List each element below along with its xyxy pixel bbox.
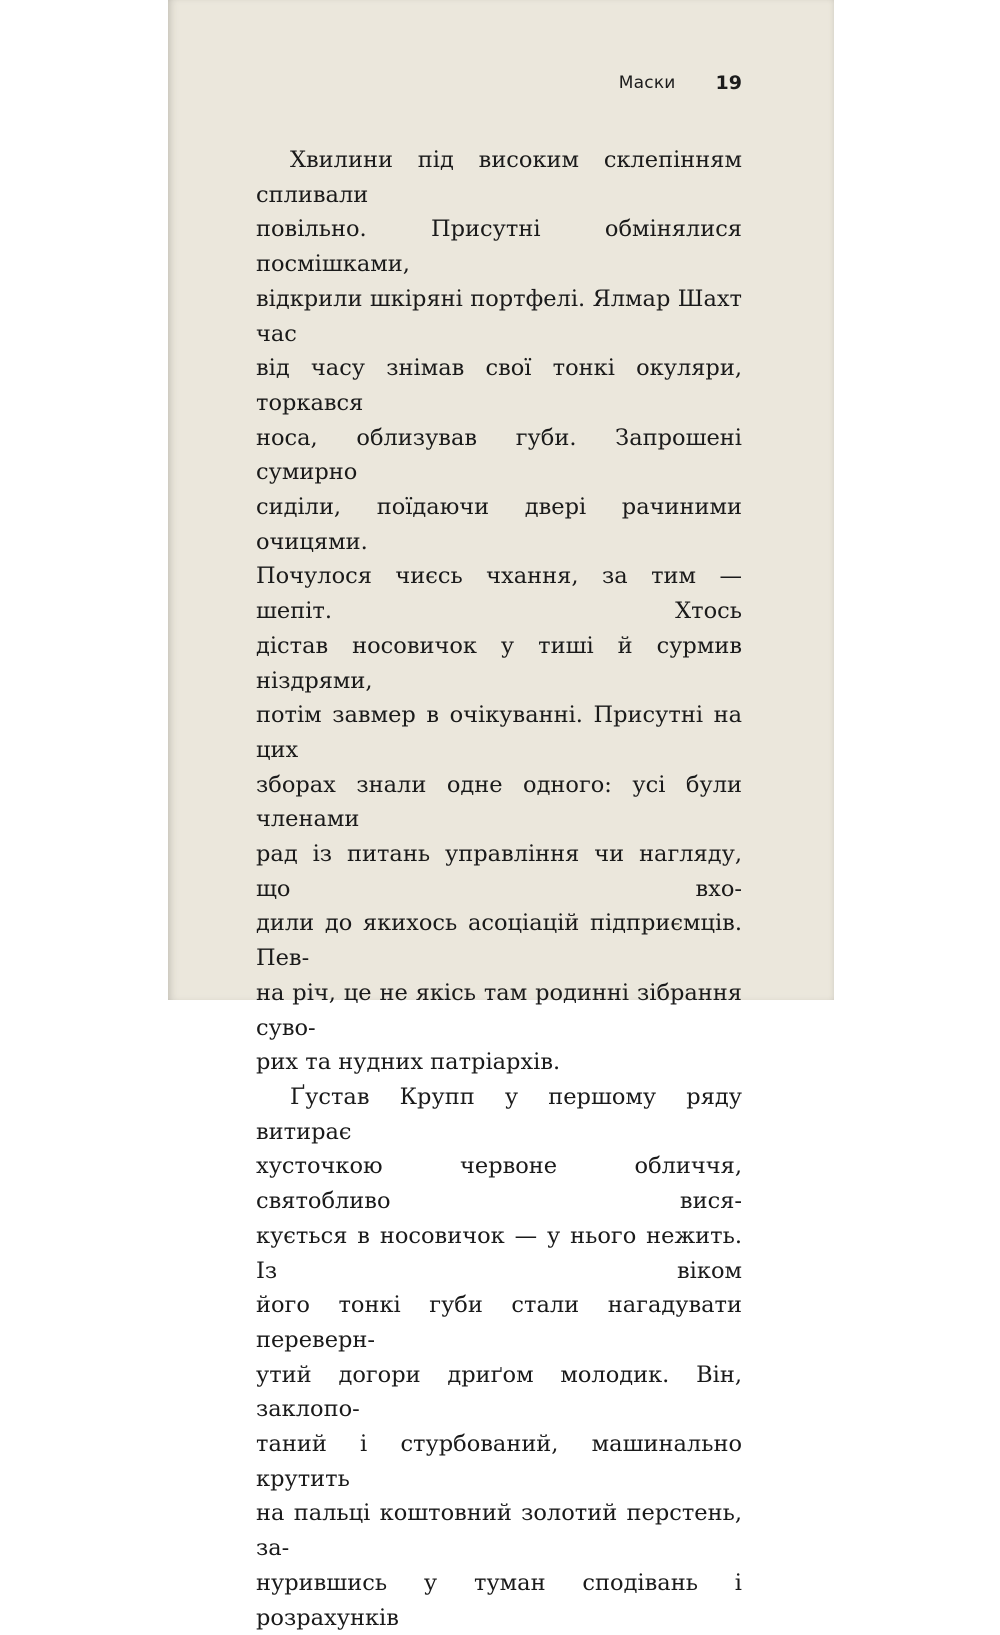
text-line: на пальці коштовний золотий перстень, за- <box>256 1500 742 1562</box>
text-line: хусточкою червоне обличчя, святобливо вися- <box>256 1153 742 1215</box>
text-line: на річ, це не якісь там родинні зібрання суво- <box>256 979 742 1041</box>
text-line: Почулося чиєсь чхання, за тим — шепіт. Хтось <box>256 563 742 625</box>
text-line: його тонкі губи стали нагадувати переверн- <box>256 1292 742 1353</box>
text-line: дістав носовичок у тиші й сурмив ніздрями, <box>256 632 742 694</box>
text-line: Ґустав Крупп у першому ряду витирає <box>256 1083 742 1145</box>
chapter-title: Маски <box>618 73 676 93</box>
text-line: кується в носовичок — у нього нежить. Із віком <box>256 1222 742 1284</box>
text-line: сиділи, поїдаючи двері рачиними очицями. <box>256 494 742 555</box>
paragraph-2 <box>256 1080 742 1635</box>
paragraph-1 <box>256 143 742 1080</box>
body-text <box>256 143 742 1635</box>
text-line: нурившись у туман сподівань і розрахунків <box>256 1569 742 1631</box>
text-line: зборах знали одне одного: усі були членами <box>256 771 742 833</box>
text-line: носа, облизував губи. Запрошені сумирно <box>256 424 742 486</box>
text-line: від часу знімав свої тонкі окуляри, торкався <box>256 355 742 416</box>
text-line: таний і стурбований, машинально крутить <box>256 1431 742 1492</box>
text-line: рад із питань управління чи нагляду, що вхо- <box>256 841 742 902</box>
text-line: дили до якихось асоціацій підприємців. Пев- <box>256 910 742 972</box>
text-line: потім завмер в очікуванні. Присутні на цих <box>256 702 742 763</box>
running-head <box>619 68 742 98</box>
page-number: 19 <box>715 72 742 94</box>
book-page <box>168 0 834 1631</box>
text-line: повільно. Присутні обмінялися посмішками, <box>256 216 742 278</box>
text-line: рих та нудних патріархів. <box>256 1049 561 1076</box>
text-line: утий догори дриґом молодик. Він, заклопо- <box>256 1361 742 1423</box>
text-line: Хвилини під високим склепінням спливали <box>256 147 742 208</box>
text-line: відкрили шкіряні портфелі. Ялмар Шахт час <box>256 285 742 347</box>
